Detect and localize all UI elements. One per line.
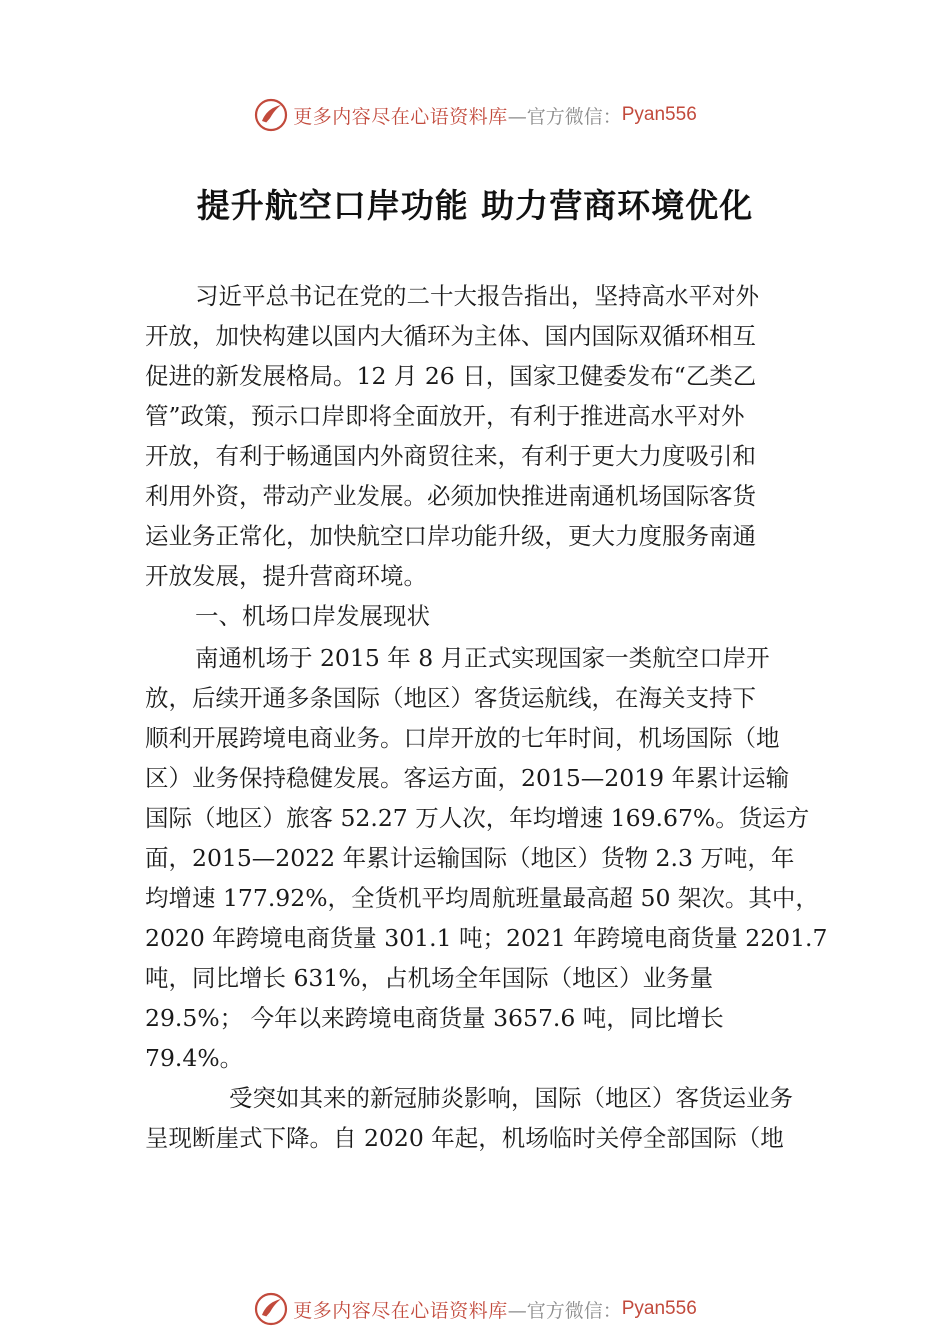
banner-text: 更多内容尽在心语资料库: [293, 105, 508, 128]
section-heading: 一、机场口岸发展现状: [195, 602, 430, 630]
text-line: 习近平总书记在党的二十大报告指出，坚持高水平对外: [195, 282, 759, 310]
text-line: 开放，有利于畅通国内外商贸往来，有利于更大力度吸引和: [145, 442, 756, 470]
text-line: 2020 年跨境电商货量 301.1 吨；2021 年跨境电商货量 2201.7: [145, 924, 828, 952]
text-line: 吨，同比增长 631%，占机场全年国际（地区）业务量: [145, 964, 714, 992]
text-line: 国际（地区）旅客 52.27 万人次，年均增速 169.67%。货运方: [145, 804, 810, 832]
paragraph-2: [145, 638, 828, 1078]
text-line: 79.4%。: [145, 1044, 244, 1072]
brand-logo-icon: [253, 97, 289, 133]
brand-logo-icon: [253, 1291, 289, 1327]
text-line: 均增速 177.92%，全货机平均周航班量最高超 50 架次。其中，: [145, 884, 819, 912]
banner-separator: —官方微信：: [507, 1299, 622, 1322]
text-line: 促进的新发展格局。12 月 26 日，国家卫健委发布“乙类乙: [145, 362, 757, 390]
text-line: 受突如其来的新冠肺炎影响，国际（地区）客货运业务: [229, 1084, 793, 1112]
text-line: 管”政策，预示口岸即将全面放开，有利于推进高水平对外: [145, 402, 745, 430]
text-line: 开放，加快构建以国内大循环为主体、国内国际双循环相互: [145, 322, 756, 350]
paragraph-1: [145, 276, 817, 596]
footer-banner: [0, 1289, 950, 1329]
text-line: 29.5%； 今年以来跨境电商货量 3657.6 吨，同比增长: [145, 1004, 724, 1032]
banner-wechat-id: Pyan556: [621, 104, 697, 125]
text-line: 南通机场于 2015 年 8 月正式实现国家一类航空口岸开: [195, 644, 770, 672]
text-line: 呈现断崖式下降。自 2020 年起，机场临时关停全部国际（地: [145, 1124, 784, 1152]
banner-separator: —官方微信：: [507, 105, 622, 128]
document-title: 提升航空口岸功能 助力营商环境优化: [196, 186, 754, 225]
banner-text: 更多内容尽在心语资料库: [293, 1299, 508, 1322]
header-banner: [0, 95, 950, 135]
text-line: 面，2015—2022 年累计运输国际（地区）货物 2.3 万吨，年: [145, 844, 795, 872]
text-line: 顺利开展跨境电商业务。口岸开放的七年时间，机场国际（地: [145, 724, 780, 752]
text-line: 放，后续开通多条国际（地区）客货运航线，在海关支持下: [145, 684, 756, 712]
text-line: 开放发展，提升营商环境。: [145, 562, 427, 590]
text-line: 运业务正常化，加快航空口岸功能升级，更大力度服务南通: [145, 522, 756, 550]
paragraph-3: [145, 1078, 817, 1158]
text-line: 利用外资，带动产业发展。必须加快推进南通机场国际客货: [145, 482, 756, 510]
document-body: [145, 276, 828, 1158]
banner-wechat-id: Pyan556: [621, 1298, 697, 1319]
text-line: 区）业务保持稳健发展。客运方面，2015—2019 年累计运输: [145, 764, 790, 792]
